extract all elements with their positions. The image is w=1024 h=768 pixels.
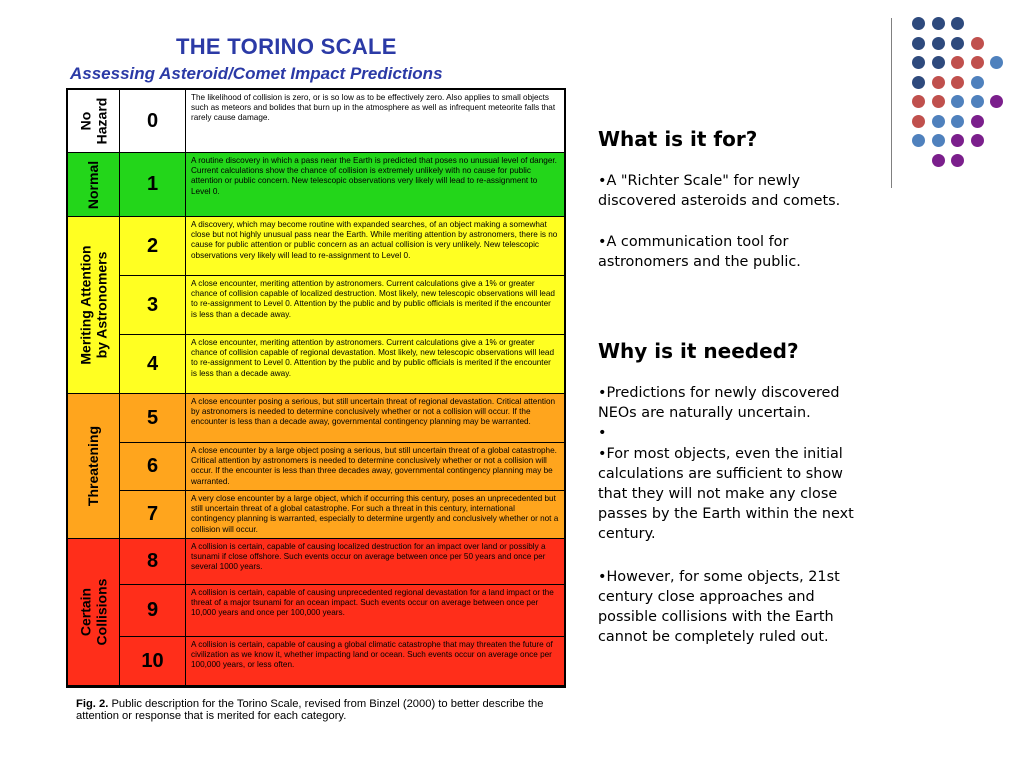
level-number: 2 [120, 217, 186, 276]
bullet-most-objects: •For most objects, even the initial calculations are sufficient to show that they will not make any close passes by the Earth within the next century. [598, 446, 854, 542]
torino-scale-table [66, 88, 566, 688]
decorative-dot [912, 56, 925, 69]
bullet-some-objects: •However, for some objects, 21st century close approaches and possible collisions with the Earth cannot be completely ruled out. [598, 569, 840, 645]
level-number: 6 [120, 443, 186, 491]
torino-scale-figure [66, 30, 566, 730]
level-description: A collision is certain, capable of causing a global climatic catastrophe that may threaten the future of civilization as we know it, whether impacting land or ocean. Such events occur on average once per 100,000 years, or less often. [186, 637, 564, 686]
group-label [85, 160, 101, 208]
decorative-dot [912, 134, 925, 147]
decorative-dot [912, 115, 925, 128]
decorative-dot [932, 17, 945, 30]
decorative-dot [912, 37, 925, 50]
decorative-dot [912, 95, 925, 108]
level-number: 1 [120, 153, 186, 217]
level-description: A discovery, which may become routine with expanded searches, of an object making a somewhat close but not highly unusual pass near the Earth. While meriting attention by astronomers, there is no cause for public attention or public concern as an actual collision is very unlikely. New telescopic observations very likely will lead to re-assignment to Level 0. [186, 217, 564, 276]
decorative-dot [932, 115, 945, 128]
level-description: A routine discovery in which a pass near the Earth is predicted that poses no unusual level of danger. Current calculations show the chance of collision is extremely unlikely with no cause for public attention or public concern. New telescopic observations very likely will lead to re-assignment to Level 0. [186, 153, 564, 217]
decorative-dot [951, 37, 964, 50]
decorative-dot [990, 56, 1003, 69]
decorative-dot [971, 37, 984, 50]
decorative-dot [951, 154, 964, 167]
level-number: 0 [120, 90, 186, 153]
level-description: A close encounter posing a serious, but still uncertain threat of regional devastation. Critical attention by astronomers is needed to determine conclusively whether or not a collision will occur. If the encounter is less than a decade away, governmental contingency planning may be warranted. [186, 394, 564, 443]
level-number: 5 [120, 394, 186, 443]
level-description: A very close encounter by a large object, which if occurring this century, poses an unprecedented but still uncertain threat of a global catastrophe. For such a threat in this century, international contingency planning is warranted, especially to determine urgently and conclusively whether or not a collision will occur. [186, 491, 564, 539]
level-description: A close encounter, meriting attention by astronomers. Current calculations give a 1% or greater chance of collision capable of regional devastation. Most likely, new telescopic observations will lead to re-assignment to Level 0. Attention by the public and by public officials is merited if the encounter is less than a decade away. [186, 335, 564, 394]
figure-title: THE TORINO SCALE [176, 34, 397, 59]
group-label-line: Certain [77, 587, 94, 637]
figure-caption [76, 698, 556, 722]
decorative-dot [951, 76, 964, 89]
decorative-dot [951, 17, 964, 30]
decorative-dot [951, 115, 964, 128]
decorative-dot [951, 134, 964, 147]
group-no-hazard [68, 90, 120, 153]
decorative-dot [932, 37, 945, 50]
decorative-dot [932, 95, 945, 108]
group-label-line: Threatening [85, 425, 102, 507]
group-normal [68, 153, 120, 217]
caption-text: Public description for the Torino Scale, revised from Binzel (2000) to better describe the attention or response that is merited for each category. [76, 698, 544, 722]
decorative-dot [912, 76, 925, 89]
level-number: 9 [120, 585, 186, 637]
level-description: The likelihood of collision is zero, or is so low as to be effectively zero. Also applies to small objects such as meteors and bolides that burn up in the atmosphere as well as infrequent meteorite falls that rarely cause damage. [186, 90, 564, 153]
figure-subtitle: Assessing Asteroid/Comet Impact Predictions [70, 64, 443, 83]
level-number: 4 [120, 335, 186, 394]
heading-why-is-it-needed: Why is it needed? [598, 339, 799, 363]
level-number: 3 [120, 276, 186, 335]
bullet-richter-scale: •A "Richter Scale" for newly discovered asteroids and comets. [598, 173, 841, 209]
bullet-communication-tool: •A communication tool for astronomers and the public. [598, 234, 801, 270]
level-description: A close encounter by a large object posing a serious, but still uncertain threat of a global catastrophe. Critical attention by astronomers is needed to determine conclusively whether or not a collision will occur. If the encounter is less than three decades away, governmental contingency planning may be warranted. [186, 443, 564, 491]
decorative-dot [971, 115, 984, 128]
level-description: A close encounter, meriting attention by astronomers. Current calculations give a 1% or greater chance of collision capable of localized destruction. Most likely, new telescopic observations will lead to re-assignment to Level 0. Attention by the public and by public officials is merited if the encounter is less than a decade away. [186, 276, 564, 335]
bullet-empty: • [598, 425, 607, 441]
caption-label: Fig. 2. [76, 698, 109, 710]
group-label-line: Hazard [93, 97, 110, 145]
group-meriting [68, 217, 120, 394]
decorative-dot [951, 56, 964, 69]
decorative-dot [932, 56, 945, 69]
decorative-dot [932, 134, 945, 147]
decorative-dot [932, 154, 945, 167]
heading-what-is-it-for: What is it for? [598, 127, 758, 151]
decorative-dot [971, 134, 984, 147]
decorative-dot [971, 76, 984, 89]
group-label [78, 245, 110, 364]
group-label-line: Normal [85, 160, 102, 209]
level-description: A collision is certain, capable of causing localized destruction for an impact over land or possibly a tsunami if close offshore. Such events occur on average between once per 50 years and once per several 1000 years. [186, 539, 564, 585]
group-label-line: Meriting Attention [77, 245, 94, 365]
level-number: 7 [120, 491, 186, 539]
bullet-predictions-uncertain: •Predictions for newly discovered NEOs are naturally uncertain. [598, 385, 840, 421]
decorative-dot [971, 56, 984, 69]
decorative-dot [912, 17, 925, 30]
group-label-line: Collisions [93, 578, 110, 646]
level-description: A collision is certain, capable of causing unprecedented regional devastation for a land impact or the threat of a major tsunami for an ocean impact. Such events occur on average between once per 10,000 years and once per 100,000 years. [186, 585, 564, 637]
group-label-line: No [77, 111, 94, 131]
group-label [86, 426, 102, 506]
level-number: 10 [120, 637, 186, 686]
group-label [78, 579, 110, 646]
divider-line [891, 18, 892, 188]
decorative-dot [990, 95, 1003, 108]
group-threatening [68, 394, 120, 539]
decorative-dot [932, 76, 945, 89]
group-certain [68, 539, 120, 686]
decorative-dot [971, 95, 984, 108]
group-label-line: by Astronomers [93, 251, 110, 359]
group-label [78, 98, 110, 145]
decorative-dot [951, 95, 964, 108]
level-number: 8 [120, 539, 186, 585]
